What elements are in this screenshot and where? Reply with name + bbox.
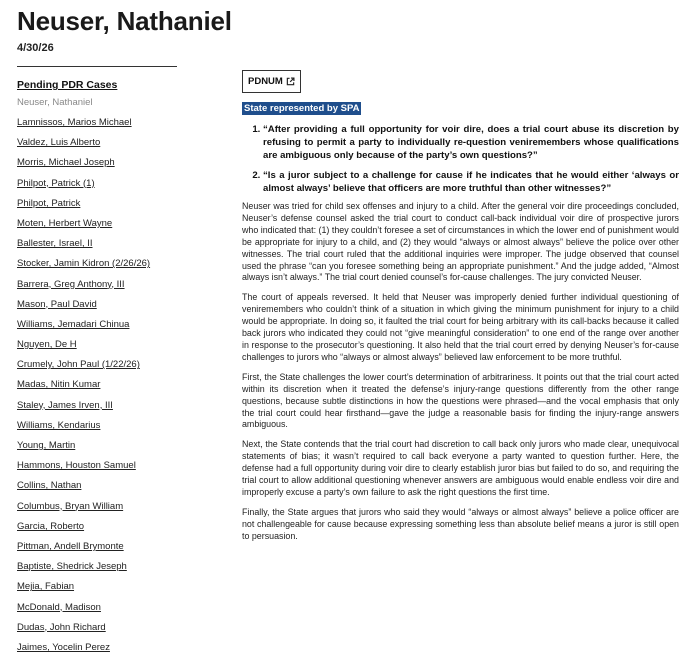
sidebar-case-link[interactable]: Stocker, Jamin Kidron (2/26/26) (17, 258, 151, 270)
summary-paragraph: Next, the State contends that the trial court had discretion to call back only jurors who made clear, unequivocal statements of bias; it wasn’t required to call back everyone a party wanted to question further. Here, the defense had a full opportunity during voir dire to clearly establish juror bias but failed to do so, and requiring the trial court to allow additional questioning whenever answers are ambiguous would enable endless voir dire and improperly excuse a party’s own failure to ask the right questions the first time. (242, 439, 679, 497)
questions-list (242, 123, 679, 195)
sidebar-current-case: Neuser, Nathaniel (17, 97, 93, 108)
sidebar-case-link[interactable]: Morris, Michael Joseph (17, 157, 115, 169)
page-title: Neuser, Nathaniel (17, 6, 232, 36)
summary-paragraph: Neuser was tried for child sex offenses and injury to a child. After the general voir dire proceedings concluded, Neuser’s defense counsel asked the trial court to conduct call-back individual voir dire of prospective jurors who indicated that: (1) they couldn’t foresee a set of circumstances in which the lower end of punishment would be appropriate for injury to a child, and (2) they would “always or almost always” believe the police over other witnesses. The trial court ruled that the additional inquiries were improper. The judge observed that counsel used the phrase “can you foresee something being an appropriate punishment.” And the judge added, “Almost always isn’t always.” The trial court denied counsel’s for-cause challenges. The jury convicted Neuser. (242, 201, 679, 283)
sidebar-case-link[interactable]: Williams, Kendarius (17, 419, 101, 431)
pdnum-button[interactable] (242, 70, 301, 93)
sidebar-case-link[interactable]: Garcia, Roberto (17, 520, 85, 532)
sidebar-case-link[interactable]: Ballester, Israel, II (17, 238, 93, 250)
question-item: 1. “After providing a full opportunity for voir dire, does a trial court abuse its discretion by refusing to permit a party to individually re-question veniremembers whose qualifications are ambiguous only because of the party’s own questions?” (263, 123, 679, 163)
sidebar-case-link[interactable]: Mejia, Fabian (17, 581, 75, 593)
summary-paragraph: Finally, the State argues that jurors who said they would “always or almost always” believe a police officer are not challengeable for cause because expressing something less than absolute belief means a juror is still open to persuasion. (242, 506, 679, 541)
sidebar-heading[interactable]: Pending PDR Cases (17, 79, 118, 91)
sidebar-case-link[interactable]: Lamnissos, Marios Michael (17, 117, 132, 128)
pdnum-label: PDNUM (248, 76, 283, 87)
sidebar-case-link[interactable]: Madas, Nitin Kumar (17, 379, 101, 391)
sidebar-case-link[interactable]: Williams, Jemadari Chinua (17, 318, 130, 330)
sidebar-case-link[interactable]: Pittman, Andell Brymonte (17, 540, 124, 552)
sidebar-case-link[interactable]: Staley, James Irven, III (17, 399, 113, 411)
sidebar-case-link[interactable]: McDonald, Madison (17, 601, 101, 613)
sidebar-case-link[interactable]: Columbus, Bryan William (17, 500, 124, 512)
sidebar-case-link[interactable]: Baptiste, Shedrick Jeseph (17, 561, 127, 573)
case-list (17, 113, 177, 658)
sidebar-case-link[interactable]: Nguyen, De H (17, 339, 77, 351)
sidebar-case-link[interactable]: Collins, Nathan (17, 480, 82, 492)
sidebar-case-link[interactable]: Philpot, Patrick (17, 197, 81, 209)
state-badge: State represented by SPA (244, 103, 360, 114)
sidebar-case-link[interactable]: Philpot, Patrick (1) (17, 177, 95, 189)
date-label: 4/30/26 (17, 42, 54, 54)
sidebar-case-link[interactable]: Jaimes, Yocelin Perez (17, 641, 110, 653)
sidebar (17, 66, 177, 658)
summary-paragraph: First, the State challenges the lower court’s determination of arbitrariness. It points out that the trial court acted within its discretion when it treated the defense’s injury-range questions differently from the other range questions, because subtle distinctions in how the questions were phrased—and the vocal emphasis that only the trial court could hear firsthand—gave the judge a reasonable basis for finding the injury-range answers ambiguous. (242, 371, 679, 430)
sidebar-case-link[interactable]: Crumely, John Paul (1/22/26) (17, 359, 140, 371)
sidebar-case-link[interactable]: Moten, Herbert Wayne (17, 217, 113, 229)
sidebar-case-link[interactable]: Hammons, Houston Samuel (17, 460, 136, 472)
sidebar-case-link[interactable]: Mason, Paul David (17, 298, 97, 310)
external-link-icon (286, 77, 295, 86)
summary-paragraph: The court of appeals reversed. It held that Neuser was improperly denied further individual questioning of veniremembers who couldn’t think of a situation in which giving the minimum punishment for injury to a child would be appropriate. In doing so, it faulted the trial court for being arbitrary with its call-backs because it called back jurors who indicated they could not “give meaningful consideration” to one end of the range over another in response to the prosecutor’s questioning. It also held that the trial court erred by denying Neuser’s for-cause challenges to jurors who “always or almost always” believed law enforcement to be more truthful. (242, 292, 679, 362)
sidebar-case-link[interactable]: Valdez, Luis Alberto (17, 137, 101, 149)
sidebar-case-link[interactable]: Young, Martin (17, 440, 76, 451)
sidebar-case-link[interactable]: Dudas, John Richard (17, 621, 106, 633)
question-item: 2. “Is a juror subject to a challenge for cause if he indicates that he would either ‘always or almost always’ believe that officers are more truthful than other witnesses?” (263, 169, 679, 195)
sidebar-case-link[interactable]: Barrera, Greg Anthony, III (17, 278, 125, 290)
main-content (242, 70, 679, 551)
